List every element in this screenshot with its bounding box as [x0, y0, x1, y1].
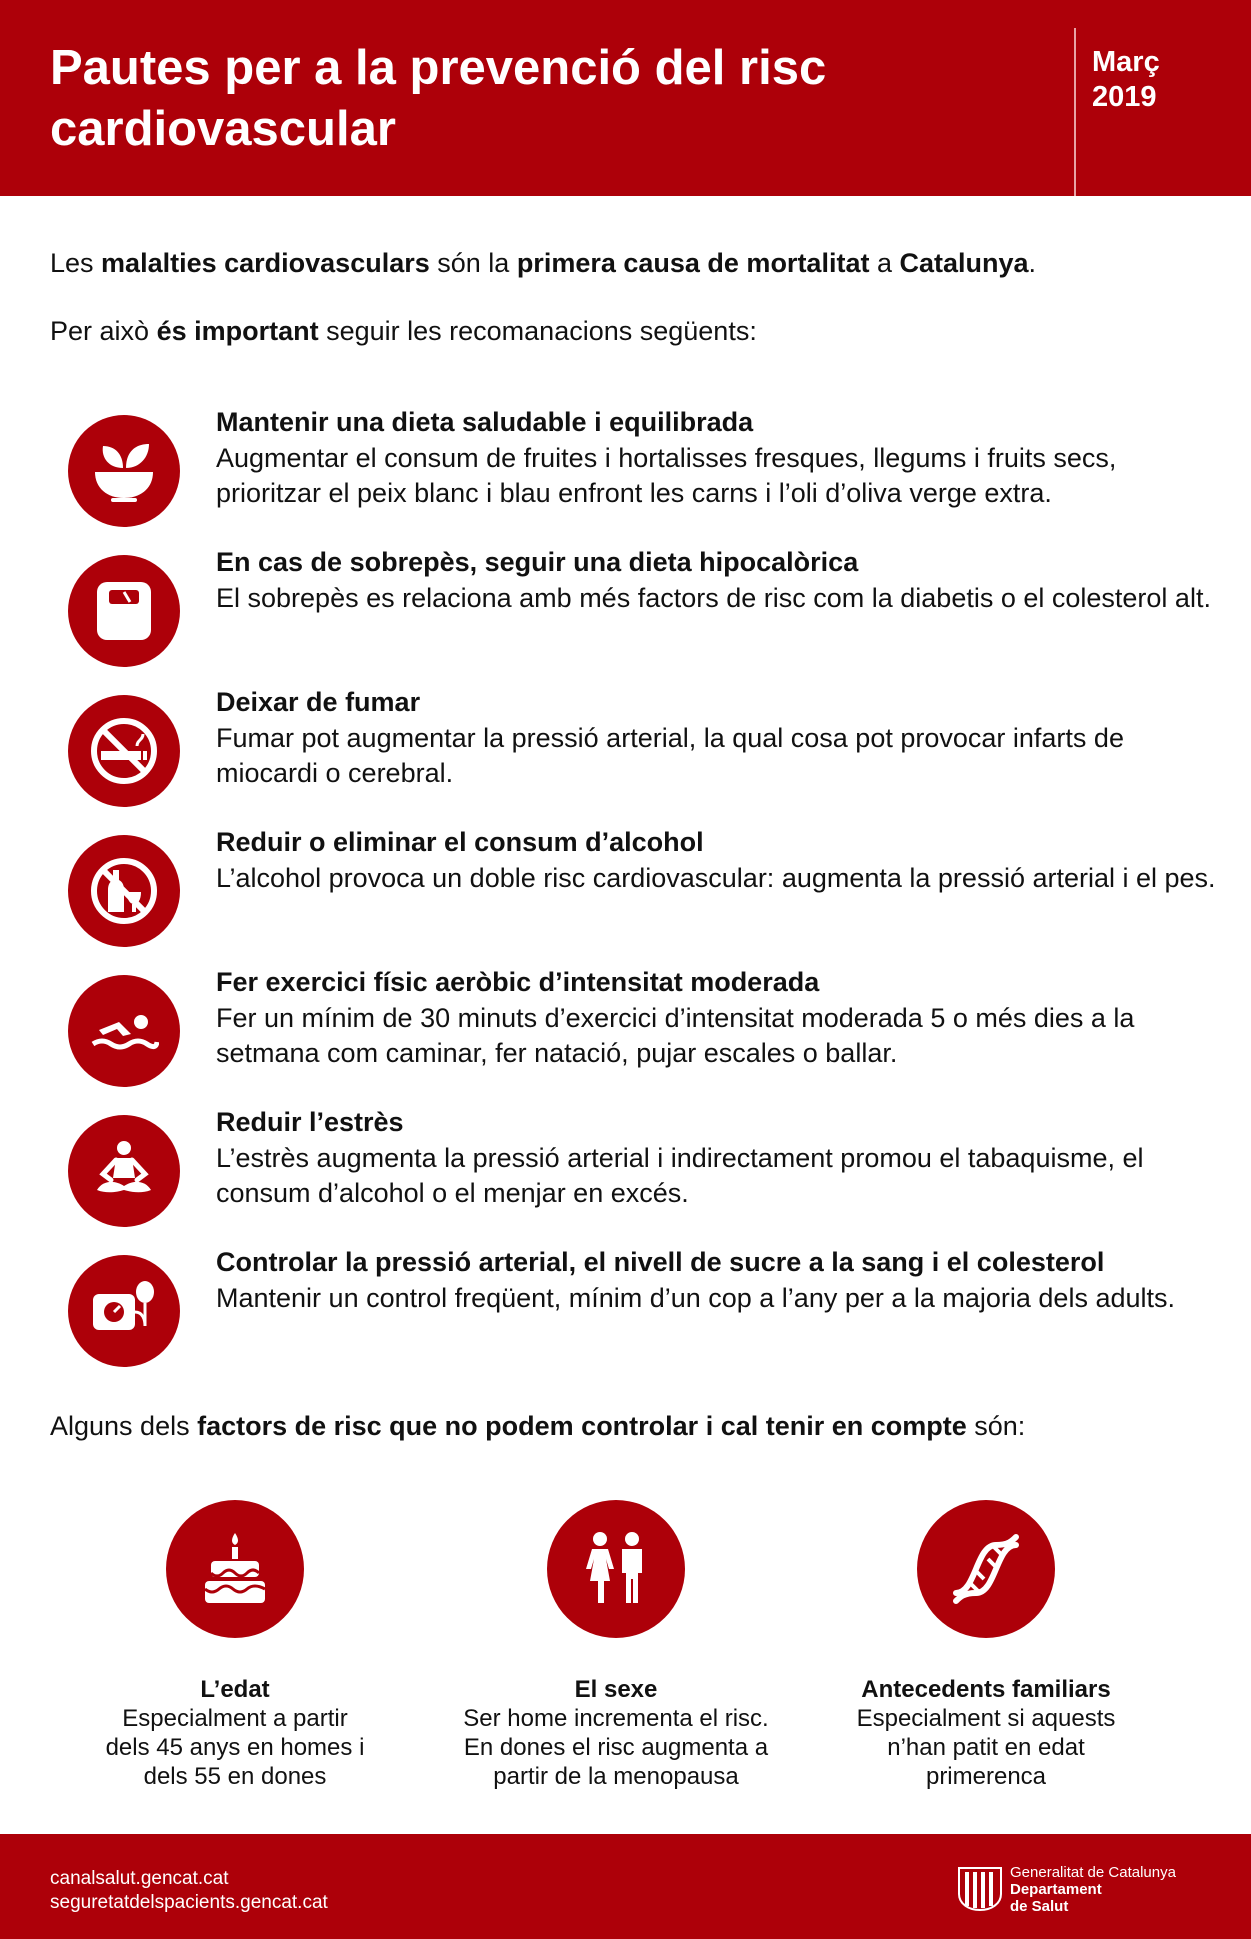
- recommendation-title: Controlar la pressió arterial, el nivell de sucre a la sang i el colesterol: [216, 1247, 1105, 1277]
- intro-emphasis: primera causa de mortalitat: [516, 248, 870, 278]
- gov-line-1: Generalitat de Catalunya: [1010, 1864, 1176, 1881]
- recommendation-text: El sobrepès es relaciona amb més factors de risc com la diabetis o el colesterol alt.: [216, 583, 1211, 613]
- intro-paragraph-1: [50, 246, 1036, 280]
- recommendation-hypocaloric-diet: [68, 545, 1211, 665]
- risk-factor-line: Especialment si aquests: [856, 1705, 1116, 1732]
- recommendation-reduce-stress: [68, 1105, 1208, 1225]
- dna-icon: [917, 1500, 1055, 1638]
- risk-factor-line: partir de la menopausa: [493, 1763, 739, 1790]
- canalsalut-link[interactable]: canalsalut.gencat.cat: [50, 1868, 229, 1889]
- risk-factor-line: En dones el risc augmenta a: [463, 1734, 769, 1761]
- recommendation-title: En cas de sobrepès, seguir una dieta hipocalòrica: [216, 547, 859, 577]
- risk-factor-line: Ser home incrementa el risc.: [463, 1705, 769, 1732]
- header-divider: [1074, 28, 1076, 196]
- intro-emphasis: Catalunya: [899, 248, 1029, 278]
- recommendation-quit-smoking: [68, 685, 1208, 805]
- risk-factors-intro: [50, 1409, 1025, 1443]
- recommendation-title: Reduir o eliminar el consum d’alcohol: [216, 827, 704, 857]
- intro-emphasis: és important: [156, 316, 319, 346]
- recommendation-text: Mantenir un control freqüent, mínim d’un cop a l’any per a la majoria dels adults.: [216, 1283, 1176, 1313]
- recommendation-text: L’alcohol provoca un doble risc cardiovascular: augmenta la pressió arterial i el pes.: [216, 863, 1216, 893]
- intro-text: a: [869, 248, 900, 278]
- intro-text: Per això: [50, 316, 157, 346]
- recommendation-exercise: [68, 965, 1208, 1085]
- recommendation-text: Fer un mínim de 30 minuts d’exercici d’intensitat moderada 5 o més dies a la setmana com caminar, fer natació, pujar escales o ballar.: [216, 1003, 1135, 1068]
- risk-factor-line: primerenca: [925, 1763, 1047, 1790]
- recommendation-text: Augmentar el consum de fruites i hortalisses fresques, llegums i fruits secs, prioritzar el peix blanc i blau enfront les carns i l’oli d’oliva verge extra.: [216, 443, 1117, 508]
- intro-emphasis: factors de risc que no podem controlar i cal tenir en compte: [197, 1411, 967, 1441]
- risk-factor-line: dels 45 anys en homes i: [105, 1734, 365, 1761]
- risk-factor-line: n’han patit en edat: [887, 1734, 1085, 1761]
- intro-paragraph-2: [50, 314, 757, 348]
- man-woman-icon: [547, 1500, 685, 1638]
- gov-line-3: de Salut: [1010, 1898, 1069, 1915]
- intro-text: són:: [966, 1411, 1026, 1441]
- birthday-cake-icon: [166, 1500, 304, 1638]
- risk-factor-line: dels 55 en dones: [143, 1763, 327, 1790]
- intro-text: .: [1028, 248, 1037, 278]
- intro-text: seguir les recomanacions següents:: [318, 316, 757, 346]
- blood-pressure-monitor-icon: [68, 1255, 180, 1367]
- date-month: Març: [1092, 46, 1160, 78]
- header-banner: [0, 0, 1251, 196]
- recommendation-diet: [68, 405, 1208, 525]
- recommendation-health-control: [68, 1245, 1208, 1365]
- generalitat-logo-icon: [955, 1864, 1005, 1912]
- intro-text: Alguns dels: [50, 1411, 198, 1441]
- recommendation-text: Fumar pot augmentar la pressió arterial, la qual cosa pot provocar infarts de miocardi o cerebral.: [216, 723, 1124, 788]
- bowl-leaf-icon: [68, 415, 180, 527]
- risk-factor-line: Especialment a partir: [122, 1705, 348, 1732]
- swimmer-icon: [68, 975, 180, 1087]
- page-title: Pautes per a la prevenció del risc cardiovascular: [50, 41, 827, 156]
- gov-line-2: Departament: [1010, 1881, 1102, 1898]
- no-smoking-icon: [68, 695, 180, 807]
- recommendation-reduce-alcohol: [68, 825, 1216, 945]
- risk-factor-title: Antecedents familiars: [861, 1676, 1111, 1703]
- no-alcohol-icon: [68, 835, 180, 947]
- risk-factor-sex: [456, 1500, 776, 1791]
- risk-factor-title: El sexe: [574, 1676, 658, 1703]
- recommendation-title: Fer exercici físic aeròbic d’intensitat moderada: [216, 967, 820, 997]
- publication-date: [1092, 45, 1160, 115]
- footer-banner: [0, 1834, 1251, 1939]
- weight-scale-icon: [68, 555, 180, 667]
- footer-links: [50, 1867, 328, 1915]
- intro-text: són la: [429, 248, 517, 278]
- intro-emphasis: malalties cardiovasculars: [101, 248, 430, 278]
- risk-factor-family-history: [826, 1500, 1146, 1791]
- recommendation-title: Deixar de fumar: [216, 687, 421, 717]
- recommendation-title: Mantenir una dieta saludable i equilibrada: [216, 407, 754, 437]
- intro-text: Les: [50, 248, 102, 278]
- risk-factor-title: L’edat: [200, 1676, 270, 1703]
- seguretat-pacients-link[interactable]: seguretatdelspacients.gencat.cat: [50, 1892, 328, 1913]
- meditation-icon: [68, 1115, 180, 1227]
- recommendation-text: L’estrès augmenta la pressió arterial i indirectament promou el tabaquisme, el consum d’alcohol o el menjar en excés.: [216, 1143, 1144, 1208]
- date-year: 2019: [1092, 81, 1157, 113]
- risk-factor-age: [75, 1500, 395, 1791]
- recommendation-title: Reduir l’estrès: [216, 1107, 404, 1137]
- department-name: [1010, 1864, 1176, 1915]
